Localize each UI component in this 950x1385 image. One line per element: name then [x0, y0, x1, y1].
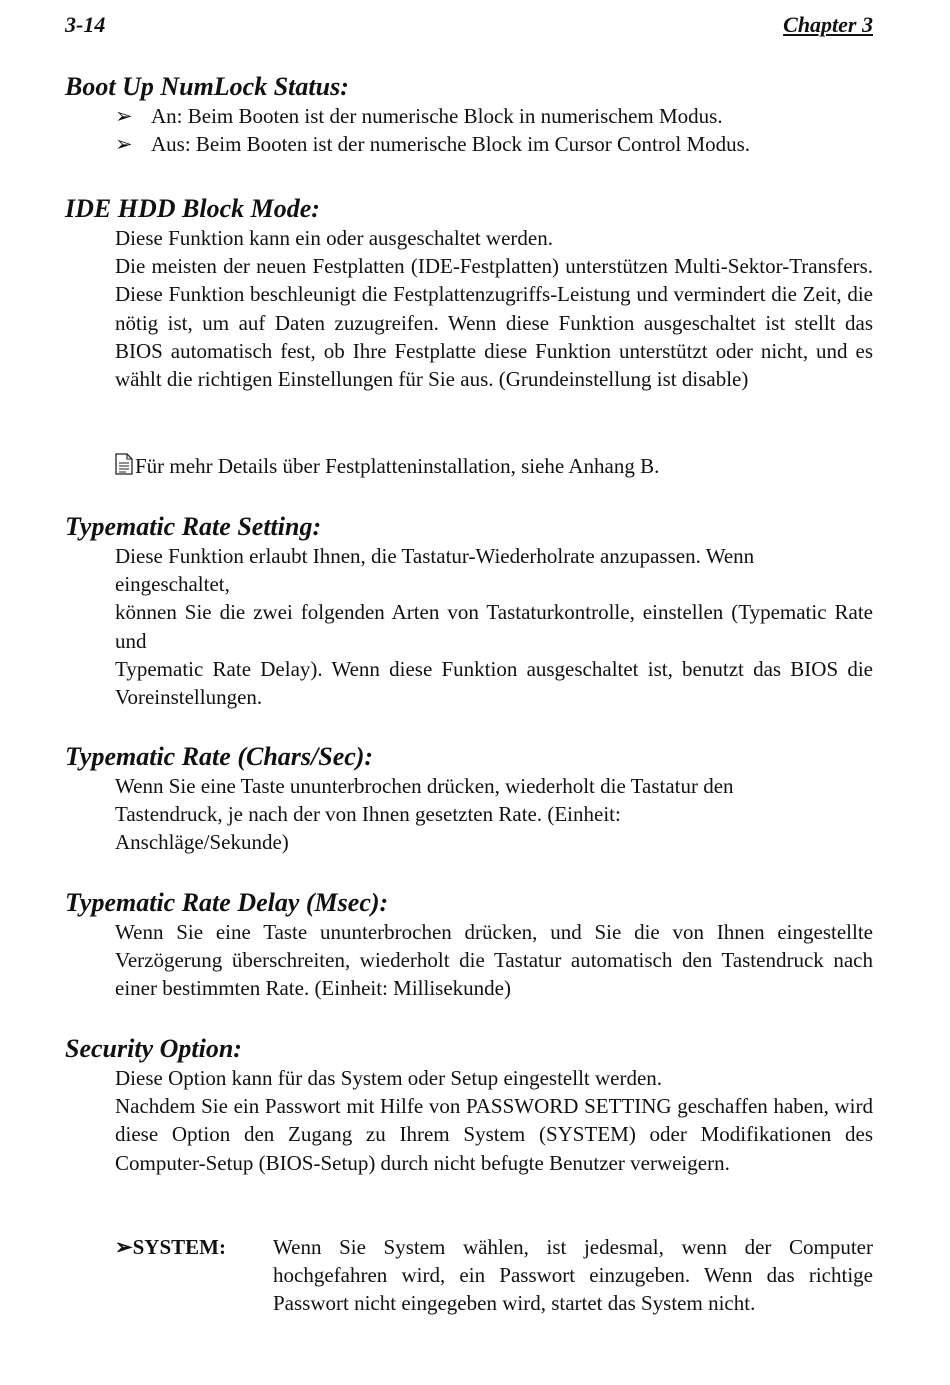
system-label: ➢SYSTEM: [115, 1235, 226, 1259]
security-paragraph: Nachdem Sie ein Passwort mit Hilfe von PASSWORD SETTING geschaffen haben, wird diese Option den Zugang zu Ihrem System (SYSTEM) oder Modifikationen des Computer-Setup (BIOS-Setup) durch nicht befugte Benutzer verweigern. [115, 1094, 873, 1175]
numlock-on-text: An: Beim Booten ist der numerische Block in numerischem Modus. [151, 104, 723, 128]
ide-note-text: Für mehr Details über Festplatteninstallation, siehe Anhang B. [135, 454, 660, 478]
system-description: Wenn Sie System wählen, ist jedesmal, wenn der Computer hochgefahren wird, ein Passwort einzugeben. Wenn das richtige Passwort nicht eingegeben wird, startet das System nicht. [273, 1235, 873, 1316]
ide-line1: Diese Funktion kann ein oder ausgeschaltet werden. [115, 226, 553, 250]
typematic-rate-body [115, 772, 873, 857]
document-note-icon [115, 453, 133, 482]
list-item [115, 130, 873, 158]
heading-typematic-delay: Typematic Rate Delay (Msec): [65, 888, 389, 917]
typematic-setting-line3: Typematic Rate Delay). Wenn diese Funktion ausgeschaltet ist, benutzt das BIOS die Voreinstellungen. [115, 656, 873, 710]
heading-security: Security Option: [65, 1034, 242, 1063]
list-item [115, 102, 873, 130]
arrowhead-icon: ➢ [115, 104, 133, 128]
ide-body [115, 224, 873, 393]
arrowhead-icon: ➢ [115, 132, 133, 157]
numlock-off-text: Aus: Beim Booten ist der numerische Block im Cursor Control Modus. [151, 132, 751, 157]
page-number: 3-14 [65, 12, 106, 37]
security-body [115, 1064, 873, 1177]
numlock-body [115, 102, 873, 158]
ide-paragraph: Die meisten der neuen Festplatten (IDE-Festplatten) unterstützen Multi-Sektor-Transfers. Diese Funktion beschleunigt die Festplattenzugriffs-Leistung und vermindert die Zeit, die nötig ist, um auf Daten zuzugreifen. Wenn diese Funktion ausgeschaltet ist stellt das BIOS automatisch fest, ob Ihre Festplatte diese Funktion unterstützt oder nicht, und es wählt die richtigen Einstellungen für Sie aus. (Grundeinstellung ist disable) [115, 254, 873, 392]
ide-note [115, 452, 873, 482]
security-system-entry [115, 1233, 873, 1318]
heading-typematic-setting: Typematic Rate Setting: [65, 512, 322, 541]
typematic-rate-line3: Anschläge/Sekunde) [115, 830, 289, 855]
typematic-setting-line2: können Sie die zwei folgenden Arten von Tastaturkontrolle, einstellen (Typematic Rate und [115, 600, 873, 653]
page-header [65, 12, 873, 38]
heading-typematic-rate: Typematic Rate (Chars/Sec): [65, 742, 374, 771]
typematic-setting-line1: Diese Funktion erlaubt Ihnen, die Tastatur-Wiederholrate anzupassen. Wenn eingeschaltet, [115, 544, 755, 597]
typematic-setting-body [115, 542, 873, 711]
security-line1: Diese Option kann für das System oder Setup eingestellt werden. [115, 1066, 663, 1090]
chapter-title: Chapter 3 [783, 12, 873, 37]
typematic-delay-paragraph: Wenn Sie eine Taste ununterbrochen drücken, und Sie die von Ihnen eingestellte Verzögerung überschreiten, wiederholt die Tastatur automatisch den Tastendruck nach einer bestimmten Rate. (Einheit: Millisekunde) [115, 920, 873, 1001]
typematic-rate-line2: Tastendruck, je nach der von Ihnen gesetzten Rate. (Einheit: [115, 802, 621, 827]
typematic-delay-body [115, 918, 873, 1003]
typematic-rate-line1: Wenn Sie eine Taste ununterbrochen drücken, wiederholt die Tastatur den [115, 774, 734, 798]
heading-ide: IDE HDD Block Mode: [65, 194, 320, 223]
heading-numlock: Boot Up NumLock Status: [65, 72, 349, 101]
